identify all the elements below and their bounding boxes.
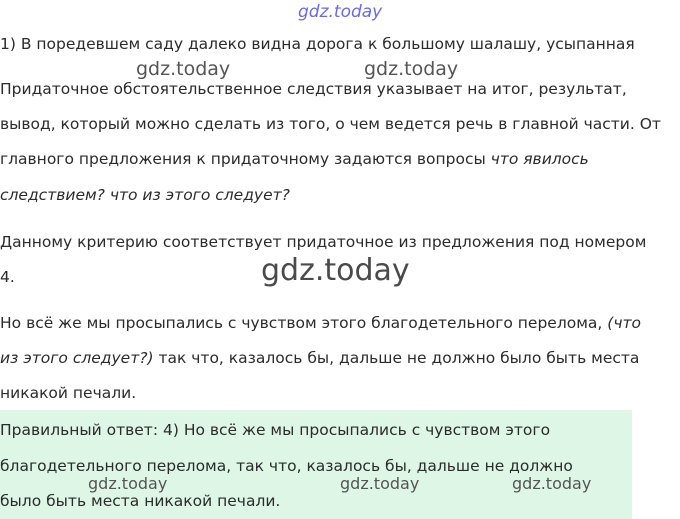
text-line-5-italic: следствием? что из этого следует? xyxy=(0,186,290,204)
text-line-3: вывод, который можно сделать из того, о чем ведется речь в главной части. От xyxy=(0,115,661,133)
watermark-bottom-3: gdz.today xyxy=(512,474,592,493)
text-line-4-plain: главного предложения к придаточному задаются вопросы xyxy=(0,150,491,168)
text-line-8 xyxy=(0,313,641,333)
text-line-1: 1) В поредевшем саду далеко видна дорога к большому шалашу, усыпанная xyxy=(0,35,635,53)
text-line-8-plain: Но всё же мы просыпались с чувством этого благодетельного перелома, xyxy=(0,314,608,332)
answer-line-3: было быть места никакой печали. xyxy=(0,492,281,510)
text-line-6: Данному критерию соответствует придаточное из предложения под номером xyxy=(0,233,647,251)
watermark-top: gdz.today xyxy=(298,2,383,22)
text-line-9-plain: так что, казалось бы, дальше не должно было быть места xyxy=(153,349,640,367)
text-line-8-italic: (что xyxy=(607,314,641,332)
answer-line-1: Правильный ответ: 4) Но всё же мы просыпались с чувством этого xyxy=(0,421,551,439)
text-line-10: никакой печали. xyxy=(0,384,137,402)
text-line-9-italic: из этого следует?) xyxy=(0,349,154,367)
text-line-4 xyxy=(0,149,589,169)
watermark-bottom-2: gdz.today xyxy=(340,474,420,493)
text-line-9 xyxy=(0,348,639,368)
text-line-7: 4. xyxy=(0,268,15,286)
answer-line-2: благодетельного перелома, так что, казалось бы, дальше не должно xyxy=(0,457,573,475)
text-line-4-italic: что явилось xyxy=(490,150,589,168)
watermark-center: gdz.today xyxy=(261,253,410,288)
watermark-mid-left: gdz.today xyxy=(136,58,231,80)
watermark-bottom-1: gdz.today xyxy=(88,474,168,493)
text-line-2: Придаточное обстоятельственное следствия указывает на итог, результат, xyxy=(0,80,627,98)
watermark-mid-right: gdz.today xyxy=(364,58,459,80)
text-line-5 xyxy=(0,185,290,205)
